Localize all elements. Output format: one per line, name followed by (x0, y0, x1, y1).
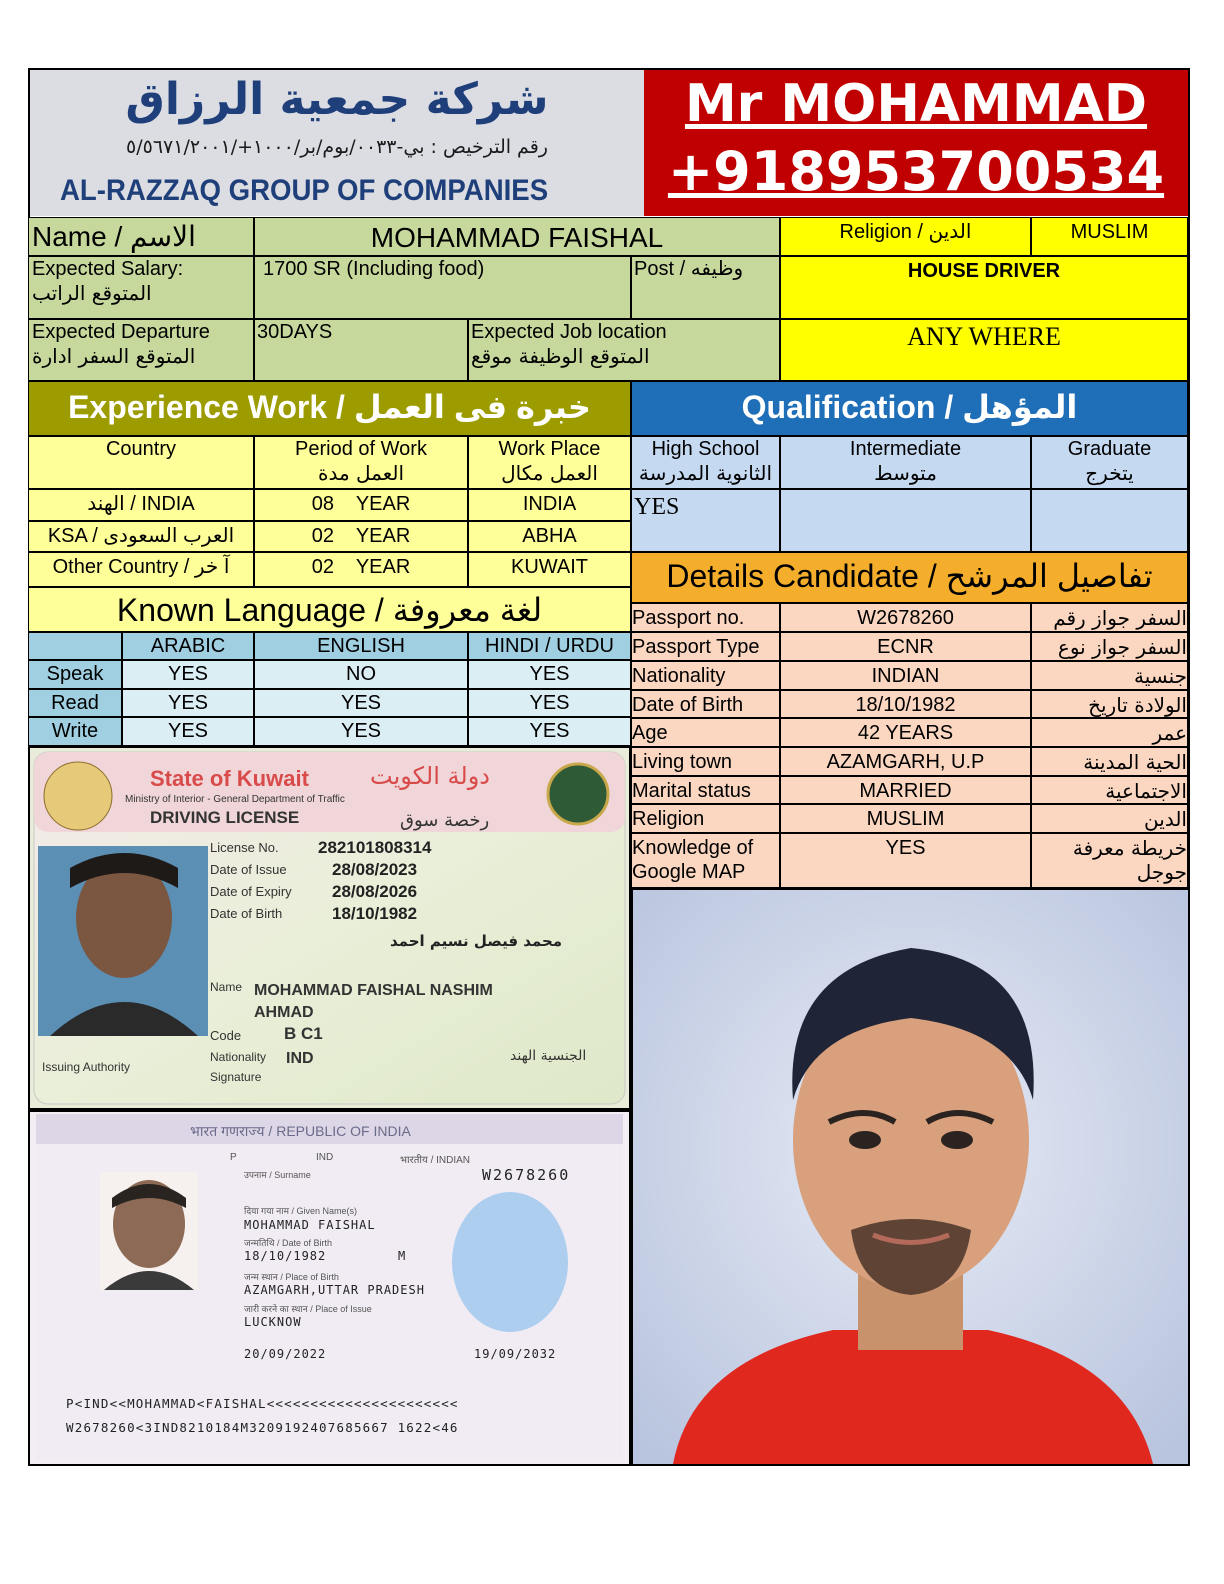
dl-nationality: IND (286, 1050, 314, 1067)
passport-header: भारत गणराज्य / REPUBLIC OF INDIA (190, 1123, 411, 1139)
job-location-label-en: Expected Job location (471, 321, 667, 343)
company-name-arabic: شركة جمعية الرزاق (125, 74, 549, 125)
qualification-intermediate-en: Intermediate (849, 438, 962, 460)
candidate-row-value: ECNR (780, 632, 1031, 661)
dl-expiry-label: Date of Expiry (210, 884, 292, 899)
dl-state-ar: دولة الكويت (370, 762, 490, 790)
language-col-hindi-urdu: HINDI / URDU (468, 632, 631, 660)
language-read-hindi: YES (468, 689, 631, 717)
candidate-row-value: YES (780, 833, 1031, 888)
kuwait-emblem-icon (44, 762, 112, 830)
salary-value: 1700 SR (Including food) (254, 256, 631, 319)
candidate-row-arabic: جنسية (1031, 661, 1188, 690)
experience-row-3-place: KUWAIT (468, 552, 631, 587)
qualification-intermediate-ar: متوسط (874, 461, 937, 485)
contact-name: Mr MOHAMMAD (684, 74, 1148, 134)
experience-row-1-place: INDIA (468, 489, 631, 521)
candidate-row-value: MUSLIM (780, 804, 1031, 833)
experience-header-place-ar: العمل مكال (501, 461, 598, 485)
name-label: Name / الاسم (28, 217, 254, 256)
qualification-graduate-en: Graduate (1067, 438, 1152, 460)
experience-row-2-period: 02 YEAR (254, 521, 468, 552)
departure-label-en: Expected Departure (32, 321, 210, 343)
experience-row-3-country: Other Country / آ خر (28, 552, 254, 587)
language-speak-hindi: YES (468, 660, 631, 689)
dl-dob: 18/10/1982 (332, 904, 418, 923)
salary-label-en: Expected Salary: (32, 258, 184, 280)
candidate-row-arabic: الولادة تاريخ (1031, 690, 1188, 718)
candidate-row-arabic: الدين (1031, 804, 1188, 833)
candidate-row-label: Age (631, 718, 780, 747)
passport-given: MOHAMMAD FAISHAL (244, 1218, 376, 1232)
qualification-header-graduate (1031, 436, 1188, 489)
language-col-arabic: ARABIC (122, 632, 254, 660)
experience-row-1-period: 08 YEAR (254, 489, 468, 521)
candidate-row-arabic: عمر (1031, 718, 1188, 747)
candidate-row-label: Passport Type (631, 632, 780, 661)
candidate-portrait (633, 890, 1188, 1464)
qualification-high-school-value: YES (631, 489, 780, 552)
experience-header-period (254, 436, 468, 489)
dl-nationality-ar: الجنسية الهند (510, 1048, 587, 1064)
dl-code-label: Code (210, 1028, 242, 1043)
gcc-emblem-icon (548, 764, 608, 824)
contact-phone: +918953700534 (667, 140, 1165, 203)
language-write-english: YES (254, 717, 468, 746)
passport-dob: 18/10/1982 (244, 1249, 327, 1263)
passport-mrz-line-1: P<IND<<MOHAMMAD<FAISHAL<<<<<<<<<<<<<<<<<<<<<< (66, 1396, 459, 1411)
dl-license-no: 282101808314 (318, 838, 432, 857)
passport-nationality: भारतीय / INDIAN (400, 1155, 471, 1166)
job-location-value: ANY WHERE (780, 319, 1188, 381)
company-logo-banner (30, 70, 644, 216)
dl-issuing-authority: Issuing Authority (42, 1060, 131, 1074)
passport-pob-label: जन्म स्थान / Place of Birth (244, 1272, 339, 1282)
contact-banner (644, 70, 1188, 216)
dl-signature-label: Signature (210, 1070, 262, 1084)
passport-date-of-issue: 20/09/2022 (244, 1347, 327, 1361)
language-header-empty (28, 632, 122, 660)
language-write-arabic: YES (122, 717, 254, 746)
passport-ghost-photo-icon (452, 1192, 568, 1332)
dl-name: MOHAMMAD FAISHAL NASHIM AHMAD (254, 982, 493, 1021)
language-col-english: ENGLISH (254, 632, 468, 660)
candidate-row-label: Religion (631, 804, 780, 833)
language-read-english: YES (254, 689, 468, 717)
candidate-row-arabic: الاجتماعية (1031, 776, 1188, 804)
dl-issue: 28/08/2023 (332, 860, 418, 879)
language-write-hindi: YES (468, 717, 631, 746)
dl-name-ar: محمد فيصل نسيم احمد (390, 932, 563, 950)
religion-label: Religion / الدين (780, 217, 1031, 256)
experience-header-period-en: Period of Work (295, 438, 427, 460)
language-row-read-label: Read (28, 689, 122, 717)
company-name-english: AL-RAZZAQ GROUP OF COMPANIES (60, 174, 549, 207)
qualification-high-school-ar: الثانوية المدرسة (638, 461, 773, 485)
candidate-row-arabic: السفر جواز رقم (1031, 603, 1188, 632)
language-row-write-label: Write (28, 717, 122, 746)
passport-mrz-line-2: W2678260<3IND8210184M3209192407685667 1622<46 (66, 1420, 459, 1435)
experience-header-place-en: Work Place (498, 438, 601, 460)
experience-row-1-country: الهند / INDIA (28, 489, 254, 521)
passport-given-label: दिया गया नाम / Given Name(s) (244, 1206, 358, 1216)
departure-label-ar: المتوقع السفر ادارة (32, 344, 196, 368)
candidate-row-label: Living town (631, 747, 780, 776)
language-row-speak-label: Speak (28, 660, 122, 689)
passport-surname-label: उपनाम / Surname (244, 1170, 311, 1180)
dl-license-no-label: License No. (210, 840, 279, 855)
departure-value: 30DAYS (254, 319, 468, 381)
experience-row-3-period: 02 YEAR (254, 552, 468, 587)
candidate-row-value: 42 YEARS (780, 718, 1031, 747)
candidate-photo (631, 888, 1190, 1466)
passport-number: W2678260 (482, 1166, 571, 1184)
language-speak-english: NO (254, 660, 468, 689)
qualification-graduate-value (1031, 489, 1188, 552)
qualification-header-intermediate (780, 436, 1031, 489)
candidate-title: Details Candidate / تفاصيل المرشح (631, 552, 1188, 603)
candidate-row-arabic: السفر جواز نوع (1031, 632, 1188, 661)
post-label: Post / وظيفه (631, 256, 780, 319)
qualification-intermediate-value (780, 489, 1031, 552)
salary-label-ar: المتوقع الراتب (32, 281, 152, 305)
candidate-row-value: MARRIED (780, 776, 1031, 804)
candidate-row-value: W2678260 (780, 603, 1031, 632)
passport-dob-label: जन्मतिथि / Date of Birth (244, 1238, 332, 1248)
qualification-title: Qualification / المؤهل (631, 381, 1188, 436)
job-location-label (468, 319, 780, 381)
experience-row-2-country: KSA / العرب السعودى (28, 521, 254, 552)
salary-label (28, 256, 254, 319)
dl-title-ar: رخصة سوق (400, 810, 490, 831)
driving-license-image (28, 746, 631, 1110)
dl-ministry: Ministry of Interior - General Department of Traffic (125, 794, 345, 805)
language-speak-arabic: YES (122, 660, 254, 689)
passport-date-of-expiry: 19/09/2032 (474, 1347, 557, 1361)
experience-header-period-ar: العمل مدة (317, 461, 405, 485)
dl-dob-label: Date of Birth (210, 906, 283, 921)
license-line: رقم الترخيص : بي-٠٠٣٣/بوم/بر/١٠٠٠+/٥/٥٦٧١/٢٠٠١ (126, 136, 548, 158)
candidate-row-label: Passport no. (631, 603, 780, 632)
qualification-header-high-school (631, 436, 780, 489)
language-title: Known Language / لغة معروفة (28, 587, 631, 632)
qualification-graduate-ar: يتخرج (1085, 461, 1134, 485)
candidate-row-label: Nationality (631, 661, 780, 690)
candidate-row-value: 18/10/1982 (780, 690, 1031, 718)
candidate-row-label: Date of Birth (631, 690, 780, 718)
dl-code: B C1 (284, 1024, 323, 1043)
experience-header-country (28, 436, 254, 489)
passport-sex: M (398, 1249, 406, 1263)
experience-title: Experience Work / خبرة فى العمل (28, 381, 631, 436)
name-value: MOHAMMAD FAISHAL (254, 217, 780, 256)
qualification-high-school-en: High School (651, 438, 760, 460)
experience-header-country-label: Country (105, 438, 177, 460)
candidate-row-label: Marital status (631, 776, 780, 804)
passport-poi: LUCKNOW (244, 1315, 302, 1329)
dl-nationality-label: Nationality (210, 1050, 267, 1064)
language-read-arabic: YES (122, 689, 254, 717)
job-location-label-ar: المتوقع الوظيفة موقع (471, 344, 650, 368)
candidate-row-value: INDIAN (780, 661, 1031, 690)
departure-label (28, 319, 254, 381)
dl-expiry: 28/08/2026 (332, 882, 418, 901)
dl-issue-label: Date of Issue (210, 862, 287, 877)
passport-code: IND (316, 1152, 334, 1163)
experience-header-place (468, 436, 631, 489)
dl-title: DRIVING LICENSE (150, 808, 300, 827)
experience-row-2-place: ABHA (468, 521, 631, 552)
candidate-row-arabic: خريطة معرفة جوجل (1031, 833, 1188, 888)
passport-image (28, 1110, 631, 1466)
passport-type: P (230, 1152, 237, 1163)
passport-pob: AZAMGARH,UTTAR PRADESH (244, 1283, 425, 1297)
dl-state-en: State of Kuwait (150, 766, 309, 791)
post-value: HOUSE DRIVER (780, 256, 1188, 319)
candidate-row-arabic: الحية المدينة (1031, 747, 1188, 776)
religion-value: MUSLIM (1031, 217, 1188, 256)
dl-name-label: Name (210, 980, 243, 994)
passport-poi-label: जारी करने का स्थान / Place of Issue (244, 1304, 372, 1314)
candidate-row-label: Knowledge of Google MAP (631, 833, 780, 888)
candidate-row-value: AZAMGARH, U.P (780, 747, 1031, 776)
